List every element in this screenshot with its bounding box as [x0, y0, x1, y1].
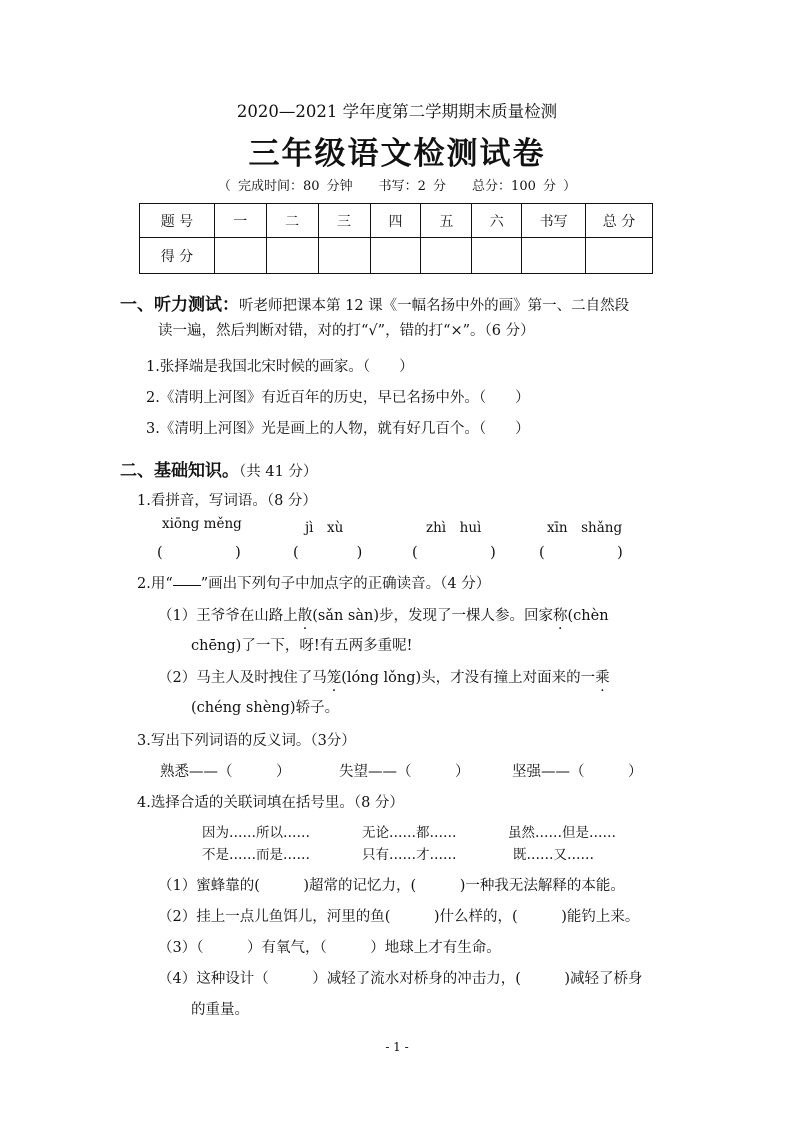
q2-s2-text-a: （2）马主人及时拽住了马: [158, 670, 327, 686]
q4-option: 只有……才……: [362, 847, 457, 863]
q2-prompt-a: 2.用“: [137, 576, 173, 592]
dotted-char: 笼: [326, 670, 342, 686]
score-cell[interactable]: [266, 238, 318, 274]
q2-s1-text-c[interactable]: (chèn: [567, 608, 609, 624]
q4-sentence-4-line2: 的重量。: [191, 1002, 249, 1018]
section1-instruction-2: 读一遍，然后判断对错，对的打“√”，错的打“×”。（6 分）: [158, 323, 535, 339]
score-table: [139, 203, 653, 274]
q2-s1-text-b[interactable]: (sǎn sàn)步，发现了一棵人参。回家: [312, 608, 554, 624]
q4-option: 无论……都……: [362, 825, 457, 841]
q2-s1-text-a: （1）王爷爷在山路上: [158, 608, 298, 624]
score-cell[interactable]: [370, 238, 421, 274]
q2-sentence-2-line2[interactable]: (chéng shèng)轿子。: [191, 700, 340, 716]
q4-option: 不是……而是……: [202, 847, 310, 863]
score-header-cell: 四: [370, 204, 421, 238]
q1-answer-4[interactable]: ( ): [539, 545, 623, 561]
score-header-cell: 书写: [522, 204, 586, 238]
underline-mark: [173, 585, 201, 586]
q2-prompt-b: ”画出下列句子中加点字的正确读音。（4 分）: [200, 576, 491, 592]
dotted-char: 称: [553, 608, 568, 624]
q3-prompt: 3.写出下列词语的反义词。（3分）: [137, 733, 356, 749]
q1-prompt: 1.看拼音，写词语。（8 分）: [137, 493, 317, 509]
score-cell[interactable]: [318, 238, 370, 274]
q1-pinyin-1: xiōng měng: [162, 516, 242, 532]
dotted-char: 散: [297, 608, 313, 624]
score-header-cell: 总 分: [586, 204, 653, 238]
section1-item-1: 1.张择端是我国北宋时候的画家。（ ）: [146, 359, 414, 375]
score-cell[interactable]: [586, 238, 653, 274]
section1-heading: 一、听力测试：: [120, 295, 239, 315]
exam-subtitle: 2020—2021 学年度第二学期期末质量检测: [236, 102, 558, 121]
q1-pinyin-3: zhì huì: [426, 520, 482, 536]
q4-option: 因为……所以……: [202, 825, 310, 841]
score-header-cell: 六: [472, 204, 522, 238]
q1-answer-3[interactable]: ( ): [412, 545, 496, 561]
score-header-cell: 二: [266, 204, 318, 238]
q2-sentence-2: [158, 666, 610, 687]
exam-info: （ 完成时间：80 分钟 书写：2 分 总分：100 分 ）: [217, 179, 577, 194]
q3-item-3[interactable]: 坚强——（ ）: [512, 764, 643, 780]
score-cell[interactable]: [472, 238, 522, 274]
q1-answer-1[interactable]: ( ): [157, 545, 241, 561]
q2-sentence-1-line2[interactable]: chēng)了一下，呀!有五两多重呢!: [191, 638, 413, 654]
score-header-cell: 五: [421, 204, 472, 238]
q4-prompt: 4.选择合适的关联词填在括号里。（8 分）: [137, 795, 404, 811]
q4-option: 既……又……: [513, 847, 594, 863]
section2-points: （共 41 分）: [239, 464, 318, 480]
section2-heading: 二、基础知识。: [120, 461, 239, 481]
score-header-cell: 一: [214, 204, 266, 238]
q2-sentence-1: [158, 604, 609, 625]
q3-item-2[interactable]: 失望——（ ）: [339, 764, 470, 780]
score-header-cell: 题 号: [140, 204, 215, 238]
q2-s2-text-b[interactable]: (lóng lǒng)头，才没有撞上对面来的一: [341, 670, 596, 686]
score-row-label: 得 分: [140, 238, 215, 274]
section1-instruction-1: 听老师把课本第 12 课《一幅名扬中外的画》第一、二自然段: [239, 298, 630, 314]
q2-prompt: [137, 572, 490, 593]
q3-item-1[interactable]: 熟悉——（ ）: [160, 764, 291, 780]
section1-line1: [120, 290, 629, 315]
q1-answer-2[interactable]: ( ): [293, 545, 363, 561]
q4-sentence-1[interactable]: （1）蜜蜂靠的( )超常的记忆力，( )一种我无法解释的本能。: [158, 878, 625, 894]
score-header-cell: 三: [318, 204, 370, 238]
page-number: - 1 -: [385, 1040, 409, 1054]
q4-sentence-2[interactable]: （2）挂上一点儿鱼饵儿，河里的鱼( )什么样的，( )能钓上来。: [158, 909, 640, 925]
exam-title: 三年级语文检测试卷: [248, 136, 546, 172]
section1-item-2: 2.《清明上河图》有近百年的历史，早已名扬中外。（ ）: [146, 390, 530, 406]
q1-pinyin-4: xīn shǎng: [547, 520, 623, 536]
section1-item-3: 3.《清明上河图》光是画上的人物，就有好几百个。（ ）: [146, 421, 530, 437]
score-cell[interactable]: [214, 238, 266, 274]
q1-pinyin-2: jì xù: [305, 520, 344, 536]
q4-sentence-4[interactable]: （4）这种设计（ ）减轻了流水对桥身的冲击力，( )减轻了桥身: [158, 971, 643, 987]
dotted-char: 乘: [595, 670, 610, 686]
score-cell[interactable]: [522, 238, 586, 274]
q4-sentence-3[interactable]: （3）（ ）有氧气，（ ）地球上才有生命。: [158, 940, 501, 956]
q4-option: 虽然……但是……: [508, 825, 616, 841]
section2-heading-line: [120, 456, 317, 481]
score-cell[interactable]: [421, 238, 472, 274]
